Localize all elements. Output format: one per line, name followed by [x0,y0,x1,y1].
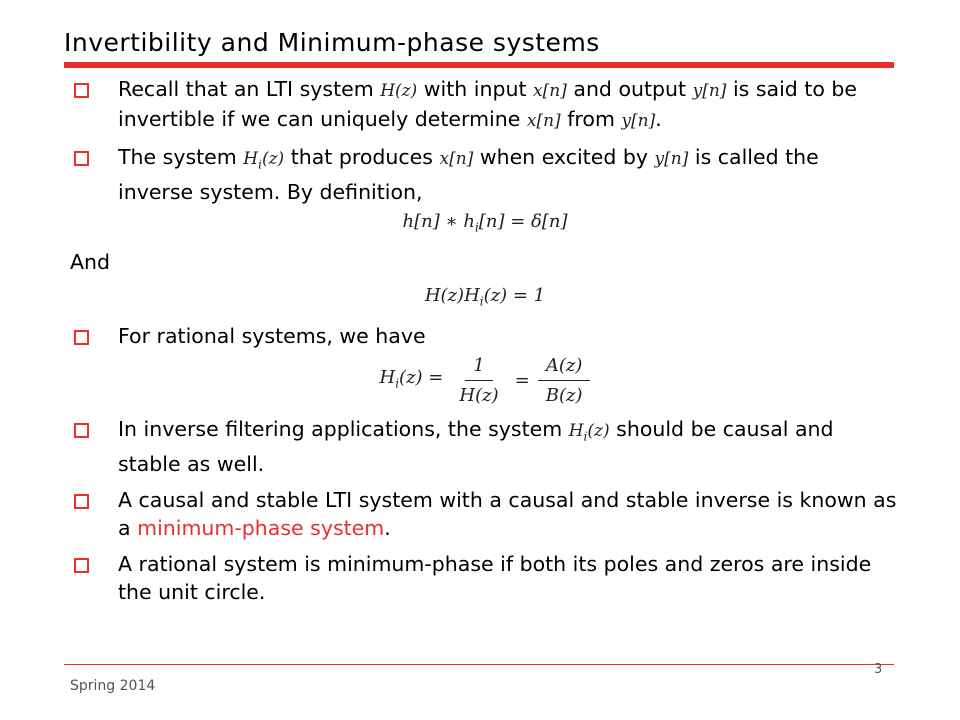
math-Hi-z: $H_i(z)$ [568,420,610,443]
fraction-lhs: $H_i(z)$ = [379,367,444,391]
equals-sign: = [514,370,530,392]
hollow-square-icon [74,83,89,98]
fraction-A-over-B: $\frac{A(z)}{B(z)}$ [538,354,591,409]
minimum-phase-highlight: minimum-phase system [137,515,385,540]
bullet-text: Recall that an LTI system [118,77,381,101]
math-H-z: H(z) [380,81,418,101]
math-x-n: x[n] [533,81,567,101]
hollow-square-icon [74,494,89,509]
bullet-text: with input [417,77,534,101]
bullet-text: . [384,515,391,540]
bullet-text: In inverse filtering applications, the system [118,416,569,441]
hollow-square-icon [74,558,89,573]
slide-title: Invertibility and Minimum-phase systems [64,28,600,57]
bullet-text: when excited by [473,145,655,169]
bullet-text: For rational systems, we have [118,323,426,348]
bullet-inverse-filtering [70,415,900,478]
math-y-n: y[n] [692,81,727,101]
equation-product: $H(z)H_i(z) = 1$ [424,284,546,309]
math-y-n: y[n] [621,111,656,131]
bullet-rational-minimum-phase [70,550,900,606]
bullet-text: A rational system is minimum-phase if both its poles and zeros are inside the unit circle. [118,551,872,604]
bullet-text: and output [566,77,693,101]
title-divider [64,62,894,68]
bullet-text: should be causal and stable as well. [118,416,834,476]
bullet-text: . [655,107,662,131]
bullet-text: A causal and stable LTI system with a causal and stable inverse is known as a [118,487,897,540]
bullet-text: that produces [284,145,440,169]
hollow-square-icon [74,330,89,345]
equation-inverse-fraction [70,354,900,409]
and-text: And [70,249,111,274]
bullet-rational-systems [70,322,900,350]
bullet-text: is said to be invertible if we can uniquely determine [118,77,858,131]
math-y-n: y[n] [654,149,689,169]
bullet-inverse-system [70,143,900,206]
math-x-n: x[n] [526,111,561,131]
math-x-n: x[n] [439,149,474,169]
math-Hi-z: $H_i(z)$ [243,149,285,172]
bullet-minimum-phase-definition [70,486,900,542]
footer-divider [64,664,894,665]
slide-content [70,75,900,610]
fraction-one-over-H: $\frac{1}{H(z)}$ [459,354,499,406]
bullet-text: from [560,107,622,131]
bullet-text: is called the inverse system. By definition, [118,145,819,205]
equation-convolution: h[n] ∗ $h_i[n] = \delta[n]$ [402,211,568,235]
hollow-square-icon [74,151,89,166]
bullet-text: The system [118,145,244,169]
footer-date: Spring 2014 [70,678,156,694]
bullet-invertible-definition [70,75,900,135]
page-number: 3 [874,662,883,677]
hollow-square-icon [74,423,89,438]
